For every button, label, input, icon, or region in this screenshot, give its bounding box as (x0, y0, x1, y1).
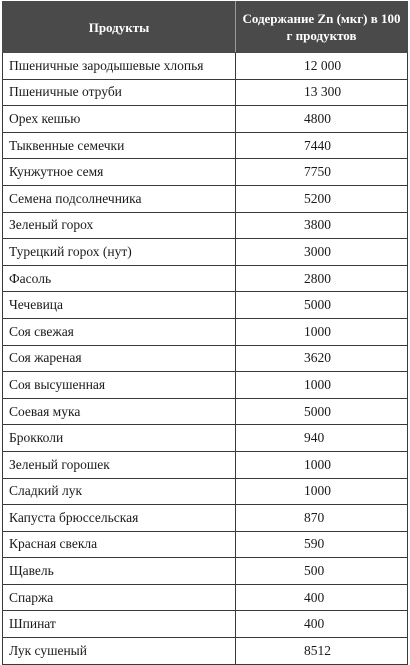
table-row (3, 584, 408, 611)
product-cell: Пшеничные зародышевые хлопья (3, 53, 236, 80)
zinc-value-cell: 400 (236, 584, 408, 611)
zinc-value-cell: 2800 (236, 265, 408, 292)
product-cell: Соя свежая (3, 318, 236, 345)
product-cell: Кунжутное семя (3, 159, 236, 186)
table-row (3, 318, 408, 345)
zinc-value-cell: 400 (236, 611, 408, 638)
product-cell: Соевая мука (3, 398, 236, 425)
product-cell: Орех кешью (3, 106, 236, 133)
product-cell: Сладкий лук (3, 478, 236, 505)
zinc-value-cell: 12 000 (236, 53, 408, 80)
zinc-value-cell: 13 300 (236, 79, 408, 106)
table-row (3, 239, 408, 266)
product-cell: Чечевица (3, 292, 236, 319)
product-cell: Фасоль (3, 265, 236, 292)
table-header (3, 2, 408, 53)
table-row (3, 398, 408, 425)
product-cell: Соя жареная (3, 345, 236, 372)
zinc-value-cell: 500 (236, 558, 408, 585)
product-cell: Шпинат (3, 611, 236, 638)
table-row (3, 185, 408, 212)
zinc-value-cell: 5000 (236, 292, 408, 319)
zinc-value-cell: 5000 (236, 398, 408, 425)
zinc-content-table (2, 1, 408, 665)
product-cell: Семена подсолнечника (3, 185, 236, 212)
product-cell: Красная свекла (3, 531, 236, 558)
table-row (3, 159, 408, 186)
table-row (3, 425, 408, 452)
product-cell: Соя высушенная (3, 372, 236, 399)
table-row (3, 531, 408, 558)
zinc-value-cell: 5200 (236, 185, 408, 212)
table-row (3, 611, 408, 638)
table-row (3, 345, 408, 372)
product-cell: Зеленый горошек (3, 451, 236, 478)
zinc-value-cell: 1000 (236, 451, 408, 478)
table-row (3, 478, 408, 505)
zinc-value-cell: 7440 (236, 132, 408, 159)
table-row (3, 53, 408, 80)
table-body (3, 53, 408, 665)
table-row (3, 212, 408, 239)
table-row (3, 558, 408, 585)
product-cell: Брокколи (3, 425, 236, 452)
zinc-value-cell: 590 (236, 531, 408, 558)
header-zinc-content: Содержание Zn (мкг) в 100 г продуктов (236, 2, 408, 53)
table-row (3, 265, 408, 292)
table-row (3, 132, 408, 159)
zinc-value-cell: 1000 (236, 478, 408, 505)
product-cell: Спаржа (3, 584, 236, 611)
product-cell: Капуста брюссельская (3, 505, 236, 532)
table-row (3, 505, 408, 532)
table-row (3, 292, 408, 319)
product-cell: Лук сушеный (3, 638, 236, 665)
table-row (3, 638, 408, 665)
table-row (3, 372, 408, 399)
product-cell: Щавель (3, 558, 236, 585)
table-row (3, 79, 408, 106)
product-cell: Зеленый горох (3, 212, 236, 239)
zinc-value-cell: 3620 (236, 345, 408, 372)
zinc-value-cell: 1000 (236, 318, 408, 345)
zinc-value-cell: 3000 (236, 239, 408, 266)
header-row (3, 2, 408, 53)
zinc-value-cell: 940 (236, 425, 408, 452)
zinc-content-table-wrapper (2, 1, 407, 664)
zinc-value-cell: 1000 (236, 372, 408, 399)
zinc-value-cell: 7750 (236, 159, 408, 186)
zinc-value-cell: 8512 (236, 638, 408, 665)
product-cell: Тыквенные семечки (3, 132, 236, 159)
zinc-value-cell: 3800 (236, 212, 408, 239)
header-products: Продукты (3, 2, 236, 53)
table-row (3, 106, 408, 133)
zinc-value-cell: 4800 (236, 106, 408, 133)
zinc-value-cell: 870 (236, 505, 408, 532)
table-row (3, 451, 408, 478)
product-cell: Пшеничные отруби (3, 79, 236, 106)
product-cell: Турецкий горох (нут) (3, 239, 236, 266)
